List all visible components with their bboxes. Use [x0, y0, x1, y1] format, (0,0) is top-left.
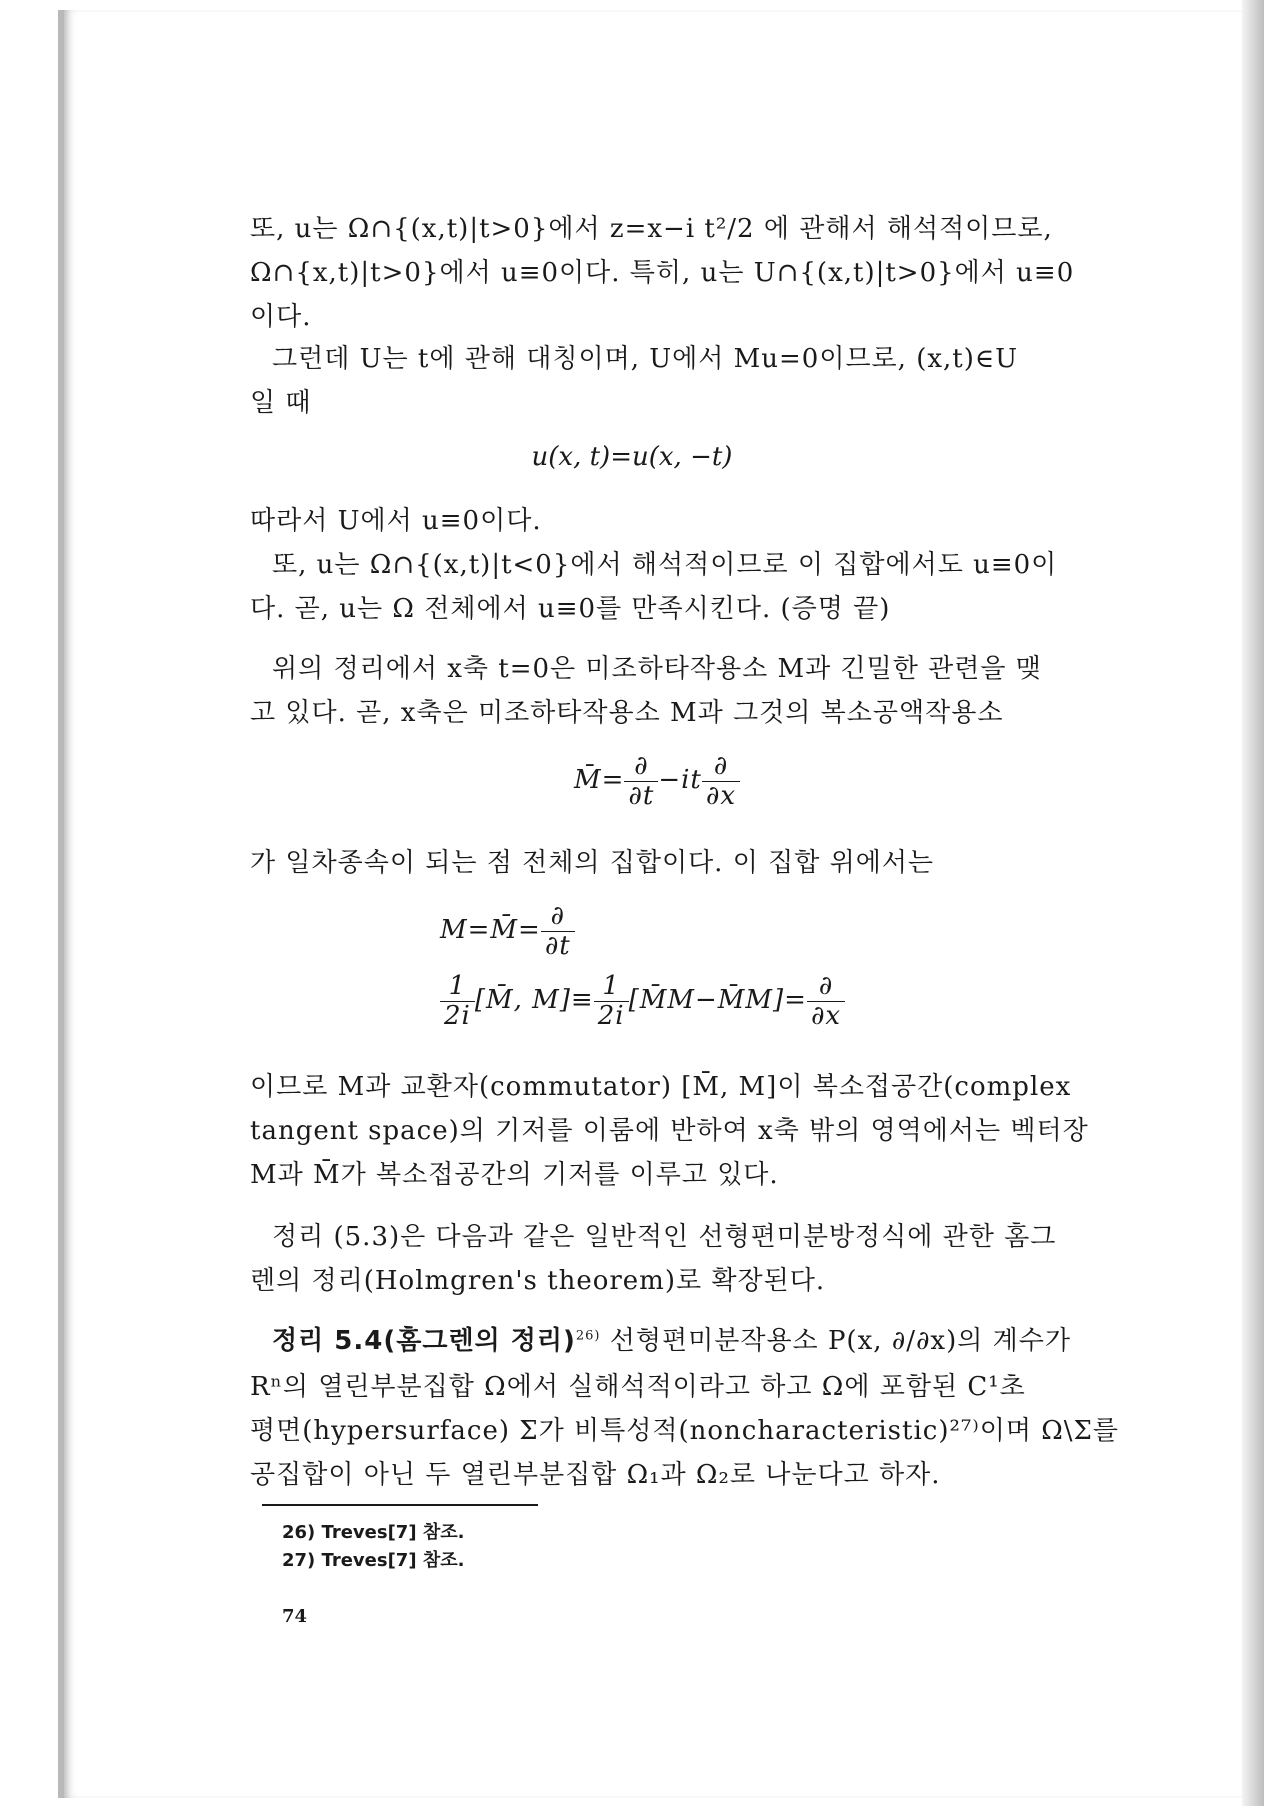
text-line: 이다.: [250, 302, 312, 332]
fraction-denominator: 2i: [597, 1000, 625, 1031]
text-line: 렌의 정리(Holmgren's theorem)로 확장된다.: [250, 1266, 826, 1296]
fraction: [807, 972, 845, 1030]
text-line: 따라서 U에서 u≡0이다.: [250, 506, 542, 536]
theorem-line: [272, 1320, 1071, 1357]
equation-symmetry: u(x, t)=u(x, −t): [531, 442, 733, 472]
text-line: 평면(hypersurface) Σ가 비특성적(noncharacteristic)²⁷⁾이며 Ω\Σ를: [250, 1416, 1120, 1446]
fraction: [702, 752, 740, 810]
text-line: Rⁿ의 열린부분집합 Ω에서 실해석적이라고 하고 Ω에 포함된 C¹초: [250, 1372, 1026, 1402]
text-line: 이므로 M과 교환자(commutator) [M̄, M]이 복소접공간(complex: [250, 1072, 1072, 1102]
text-line: Ω∩{x,t)|t>0}에서 u≡0이다. 특히, u는 U∩{(x,t)|t>0}에서 u≡0: [250, 258, 1075, 288]
footnote-divider: [262, 1504, 538, 1506]
page-edge-shadow: [1242, 0, 1264, 1806]
footnote-ref: 26): [575, 1328, 601, 1344]
text-line: 고 있다. 곧, x축은 미조하타작용소 M과 그것의 복소공액작용소: [250, 698, 1004, 728]
fraction-denominator: ∂x: [810, 1000, 842, 1031]
eq-term: M̄=: [574, 765, 625, 796]
theorem-text: 선형편미분작용소 P(x, ∂/∂x)의 계수가: [609, 1326, 1071, 1356]
fraction: [624, 752, 658, 810]
text-line: 공집합이 아닌 두 열린부분집합 Ω₁과 Ω₂로 나눈다고 하자.: [250, 1460, 941, 1490]
text-line: M과 M̄가 복소접공간의 기저를 이루고 있다.: [250, 1160, 779, 1190]
equation-mbar: [574, 752, 740, 810]
footnote: 27) Treves[7] 참조.: [282, 1550, 465, 1571]
theorem-label: 정리 5.4(홈그렌의 정리): [272, 1326, 576, 1356]
text-line: tangent space)의 기저를 이룸에 반하여 x축 밖의 영역에서는 벡터장: [250, 1116, 1089, 1146]
text-line: 또, u는 Ω∩{(x,t)|t>0}에서 z=x−i t²/2 에 관해서 해석적이므로,: [250, 214, 1053, 244]
eq-term: M=M̄=: [440, 915, 541, 946]
equation-m-equal: [440, 902, 575, 960]
text-line: 가 일차종속이 되는 점 전체의 집합이다. 이 집합 위에서는: [250, 848, 935, 878]
fraction-numerator: 1: [594, 972, 629, 1002]
equation-commutator: [440, 972, 845, 1030]
fraction-denominator: ∂t: [544, 930, 571, 961]
fraction: [541, 902, 575, 960]
fraction: [440, 972, 475, 1030]
fraction-numerator: ∂: [624, 752, 658, 782]
eq-term: −it: [658, 765, 702, 796]
fraction: [594, 972, 629, 1030]
text-line: 그런데 U는 t에 관해 대칭이며, U에서 Mu=0이므로, (x,t)∈U: [272, 344, 1019, 374]
eq-term: [M̄M−M̄M]=: [628, 985, 807, 1016]
text-line: 일 때: [250, 388, 312, 418]
fraction-numerator: ∂: [541, 902, 575, 932]
fraction-numerator: ∂: [807, 972, 845, 1002]
fraction-denominator: ∂x: [705, 780, 736, 811]
eq-term: [M̄, M]≡: [474, 985, 594, 1016]
page-number: 74: [282, 1606, 308, 1627]
text-line: 정리 (5.3)은 다음과 같은 일반적인 선형편미분방정식에 관한 홈그: [272, 1222, 1057, 1252]
text-line: 위의 정리에서 x축 t=0은 미조하타작용소 M과 긴밀한 관련을 맺: [272, 654, 1042, 684]
fraction-denominator: 2i: [444, 1000, 471, 1031]
fraction-numerator: ∂: [702, 752, 740, 782]
fraction-numerator: 1: [440, 972, 475, 1002]
fraction-denominator: ∂t: [628, 780, 655, 811]
text-line: 다. 곧, u는 Ω 전체에서 u≡0를 만족시킨다. (증명 끝): [250, 594, 891, 624]
text-line: 또, u는 Ω∩{(x,t)|t<0}에서 해석적이므로 이 집합에서도 u≡0이: [272, 550, 1058, 580]
footnote: 26) Treves[7] 참조.: [282, 1522, 465, 1543]
